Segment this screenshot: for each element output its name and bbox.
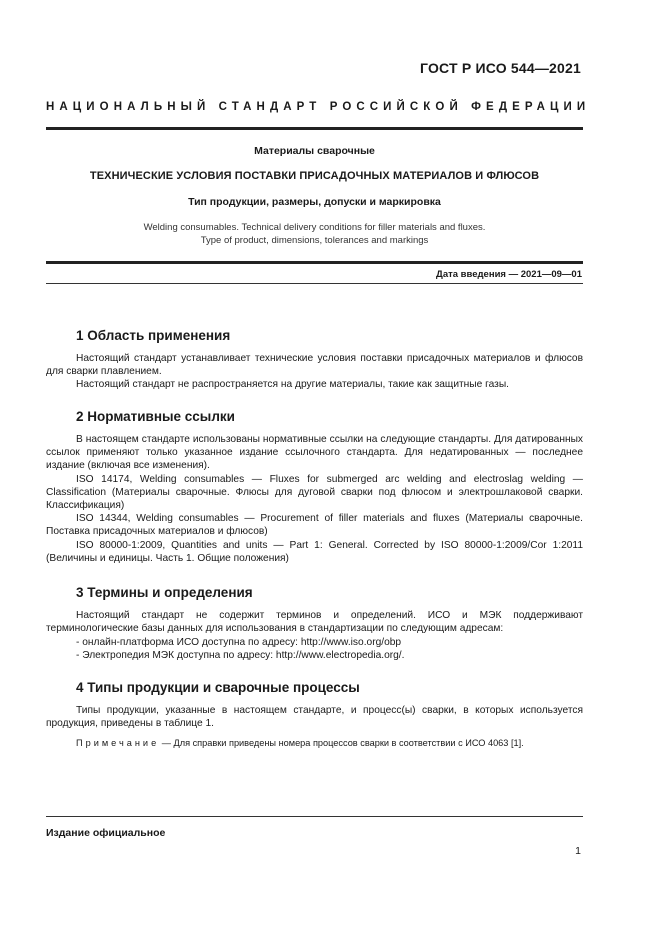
section-4-body [46,704,583,730]
title-category: Материалы сварочные [254,145,375,157]
introduction-date: Дата введения — 2021—09—01 [436,269,582,280]
section-1-paragraph-2: Настоящий стандарт не распространяется на другие материалы, такие как защитные газы. [76,379,509,391]
official-edition-label: Издание официальное [46,827,166,839]
national-standard-banner: НАЦИОНАЛЬНЫЙ СТАНДАРТ РОССИЙСКОЙ ФЕДЕРАЦИИ [46,101,591,113]
section-2-body [46,433,583,565]
section-3-heading: 3 Термины и определения [76,585,253,600]
title-rule-thin [46,283,583,284]
list-item: - Электропедия МЭК доступна по адресу: http://www.electropedia.org/. [76,650,405,662]
footer-rule [46,816,583,817]
section-2-heading: 2 Нормативные ссылки [76,409,235,424]
title-subtitle: Тип продукции, размеры, допуски и маркировка [188,196,441,208]
note-label: Примечание [76,738,160,748]
section-4-paragraph-1: Типы продукции, указанные в настоящем стандарте, и процесс(ы) сварки, в которых используется продукция, приведены в таблице 1. [46,705,583,730]
title-english-line-1: Welding consumables. Technical delivery conditions for filler materials and fluxes. [143,222,486,233]
title-main: ТЕХНИЧЕСКИЕ УСЛОВИЯ ПОСТАВКИ ПРИСАДОЧНЫХ МАТЕРИАЛОВ И ФЛЮСОВ [89,170,540,182]
section-2-reference-iso-14174: ISO 14174, Welding consumables — Fluxes for submerged arc welding and electroslag welding — Classification (Материалы сварочные. Флюсы для дуговой сварки под флюсом и электрошлаковой сварки. Классификация) [46,473,583,512]
section-4-heading: 4 Типы продукции и сварочные процессы [76,680,360,695]
note-text: — Для справки приведены номера процессов сварки в соответствии с ИСО 4063 [1]. [159,738,524,748]
list-item: - онлайн-платформа ИСО доступна по адресу: http://www.iso.org/obp [76,637,402,648]
title-rule-thick [46,261,583,264]
page-number: 1 [575,845,581,857]
document-id: ГОСТ Р ИСО 544—2021 [420,60,581,76]
title-english [46,221,583,247]
section-3-list [76,636,404,662]
section-1-paragraph-1: Настоящий стандарт устанавливает технические условия поставки присадочных материалов и флюсов для сварки плавлением. [46,353,583,378]
section-3-body [46,609,583,635]
section-2-reference-iso-14344: ISO 14344, Welding consumables — Procurement of filler materials and fluxes (Материалы сварочные. Поставка присадочных материалов и флюсов) [46,513,583,538]
section-2-reference-iso-80000: ISO 80000-1:2009, Quantities and units — Part 1: General. Corrected by ISO 80000-1:2009/Cor 1:2011 (Величины и единицы. Часть 1. Общие положения) [46,539,583,564]
section-1-heading: 1 Область применения [76,328,231,343]
header-rule [46,127,583,130]
section-4-note [76,738,524,748]
title-english-line-2: Type of product, dimensions, tolerances and markings [200,235,429,246]
section-3-paragraph-1: Настоящий стандарт не содержит терминов и определений. ИСО и МЭК поддерживают терминологические базы данных для использования в стандартизации по следующим адресам: [46,610,583,635]
section-1-body [46,352,583,392]
section-2-paragraph-1: В настоящем стандарте использованы нормативные ссылки на следующие стандарты. Для датированных ссылок применяют только указанное издание ссылочного стандарта. Для недатированных — последнее издание (включая все изменения). [46,434,583,472]
